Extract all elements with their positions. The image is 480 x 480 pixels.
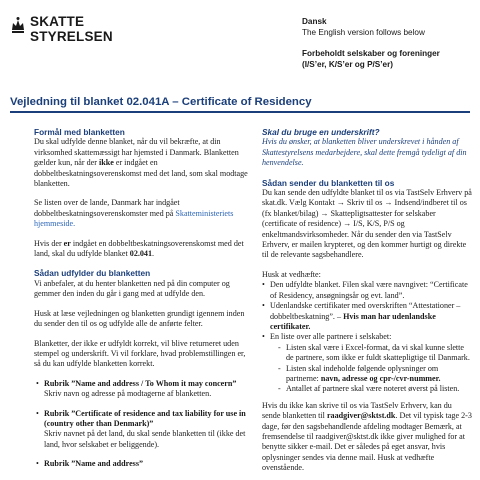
page-title: Vejledning til blanket 02.041A – Certificate of Residency <box>10 96 312 108</box>
rubrik-text: Skriv navn og adresse på modtagerne af blanketten. <box>44 389 212 399</box>
udfylder-paragraph-1: Vi anbefaler, at du henter blanketten ned på din computer og gemmer den inden du går i gang med at udfylde den. <box>34 278 230 299</box>
section-heading-sender: Sådan sender du blanketten til os <box>262 177 395 188</box>
rubrik-title: • Rubrik ”Name and address” <box>44 459 144 469</box>
underskrift-text: Hvis du ønsker, at blanketten bliver underskrevet i hånden af Skattestyrelsens medarbejdere, skal dette fremgå tydeligt af din henvendelse. <box>262 137 467 168</box>
husk-label: Husk at vedhæfte: <box>262 269 321 279</box>
list-item: • Den udfyldte blanket. Filen skal være navngivet: “Certificate of Residency, ansøgningsår og evt. land”. <box>262 280 472 301</box>
rubrik-title: • Rubrik ”Certificate of residence and tax liability for use in (country other than Denmark)” <box>44 408 246 428</box>
english-version-note: The English version follows below <box>302 27 425 37</box>
raadgiver-email[interactable]: raadgiver@sktst.dk <box>326 411 396 421</box>
title-divider <box>10 111 470 113</box>
section-heading-underskrift: Skal du bruge en underskrift? <box>262 127 380 137</box>
rubrik-text: Skriv navnet på det land, du skal sende blanketten til (ikke det land, hvor selskabet er beliggende). <box>44 429 246 449</box>
logo-text-bottom: STYRELSEN <box>30 29 113 44</box>
udfylder-paragraph-2: Husk at læse vejledningen og blanketten grundigt igennem inden du sender den til os og udfylde alle de anførte felter. <box>34 308 245 329</box>
formaal-paragraph-2: Se listen over de lande, Danmark har indgået dobbeltbeskatningsoverenskomster med på Skatteministeriets hjemmeside. <box>34 198 234 229</box>
logo-text-top: SKATTE <box>30 14 85 29</box>
partner-requirements-list <box>270 343 472 395</box>
sender-paragraph-1: Du kan sende den udfyldte blanket til os via TastSelv Erhverv på skat.dk. Vælg Kontakt → Skriv til os → Indsend/indberet til os (fx blanket/bilag) → Skattepligtsattester for selskaber (certificate of residence) → I/S, K/S, P/S og enkeltmandsvirksomheder. Når du sender den via TastSelv Erhverv, er mailen krypteret, og den kommer hurtigt og direkte til de relevante sagsbehandlere. <box>262 188 472 260</box>
sender-paragraph-last: Hvis du ikke kan skrive til os via TastSelv Erhverv, kan du sende blanketten til raadgiver@sktst.dk. Det vil typisk tage 2-3 dage, før den sagsbehandlende afdeling modtager Bemærk, at fremsendelse til raadgiver@sktst.dk ikke giver mulighed for at benytte sikker e-mail. Det er således på eget ansvar, hvis oplysninger sendes via denne mail. Husk at vedhæfte ovenstående. <box>262 400 472 473</box>
list-item <box>34 379 248 400</box>
list-item: - Listen skal være i Excel-format, da vi skal kunne slette de partnere, som ikke er fuldt skattepligtige til Danmark. <box>278 343 472 364</box>
list-item <box>34 409 248 451</box>
language-label: Dansk <box>302 17 327 26</box>
list-item <box>34 459 248 469</box>
header-info <box>302 17 440 70</box>
udfylder-paragraph-3: Blanketter, der ikke er udfyldt korrekt, vil blive returneret uden stempel og underskrift. Vi vil forklare, hvad problemstillingen er, så du kan udfylde blanketten korrekt. <box>34 338 246 369</box>
category-line-2: (I/S’er, K/S’er og P/S’er) <box>302 59 394 69</box>
category-line-1: Forbeholdt selskaber og foreninger <box>302 49 440 58</box>
formaal-paragraph-1: Du skal udfylde denne blanket, når du vil bekræfte, at din virksomhed skattemæssigt har hjemsted i Danmark. Blanketten gælder kun, når der ikke er indgået en dobbeltbeskatningsoverenskomst med det land, som skal modtage blanketten. <box>34 137 248 189</box>
right-column <box>262 127 472 480</box>
formaal-paragraph-3: Hvis der er indgået en dobbeltbeskatningsoverenskomst med det land, skal du udfylde blanket 02.041. <box>34 238 244 259</box>
attachment-list <box>262 280 472 394</box>
crown-icon <box>10 16 26 40</box>
skattestyrelsen-logo <box>10 14 113 46</box>
section-heading-formaal: Formål med blanketten <box>34 127 125 137</box>
list-item: • Udenlandske certifikater med overskriften “Attestationer – dobbeltbeskatning”. – Hvis man har udenlandske certifikater. <box>262 301 472 332</box>
skatteministeriet-link[interactable]: Skatteministeriets hjemmeside. <box>34 208 234 229</box>
section-heading-udfylder: Sådan udfylder du blanketten <box>34 268 151 279</box>
list-item: • En liste over alle partnere i selskabet: - Listen skal være i Excel-format, da vi skal kunne slette de partnere, som ikke er fuldt skattepligtige til Danmark. - Listen skal indeholde følgende oplysninger om partnerne: navn, adresse og cpr-/cvr-nummer. - Antallet af partnere skal være noteret øverst på listen. <box>262 332 472 394</box>
rubrik-list <box>34 379 248 470</box>
list-item: - Antallet af partnere skal være noteret øverst på listen. <box>278 384 472 394</box>
list-item: - Listen skal indeholde følgende oplysninger om partnerne: navn, adresse og cpr-/cvr-nummer. <box>278 364 472 385</box>
left-column <box>34 127 248 479</box>
rubrik-title: • Rubrik ”Name and address / To Whom it may concern” <box>44 378 237 388</box>
